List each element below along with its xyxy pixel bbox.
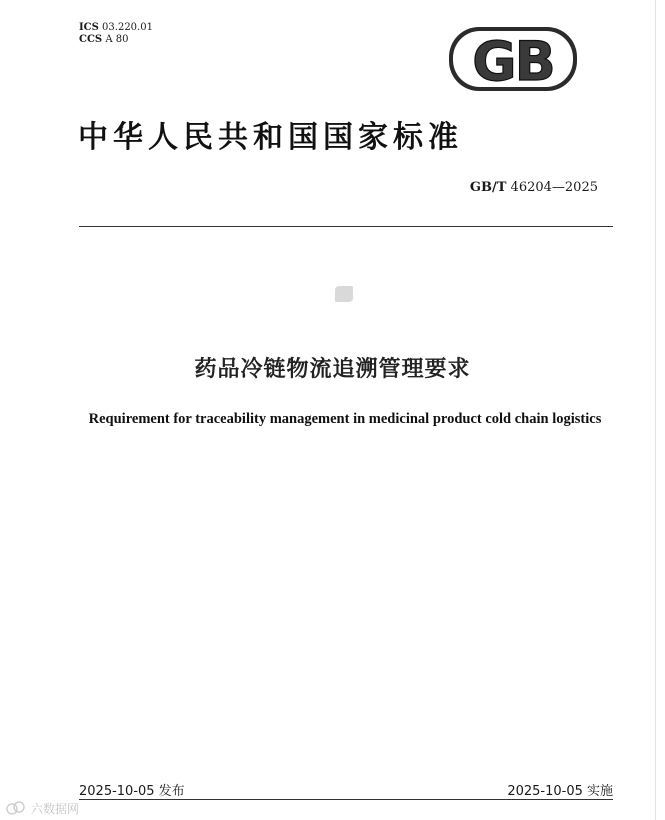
ccs-line	[79, 34, 153, 46]
ics-label: ICS	[79, 22, 99, 33]
gb-logo	[448, 26, 578, 92]
english-title: Requirement for traceability management in medicinal product cold chain logistics	[88, 411, 602, 427]
ics-line	[79, 22, 153, 34]
implementation-date: 2025-10-05 实施	[507, 784, 613, 799]
national-standard-title: 中华人民共和国国家标准	[78, 120, 463, 155]
standard-code-prefix: GB/T	[469, 180, 507, 195]
standard-code-number: 46204—2025	[510, 180, 598, 195]
classification-codes	[79, 22, 153, 46]
header-divider	[79, 226, 613, 227]
issue-date: 2025-10-05 发布	[79, 784, 185, 799]
ccs-code: A 80	[105, 34, 129, 45]
image-placeholder	[335, 286, 353, 302]
ccs-label: CCS	[79, 34, 103, 45]
chinese-title: 药品冷链物流追溯管理要求	[194, 357, 471, 382]
ics-code: 03.220.01	[102, 22, 153, 33]
watermark	[6, 800, 79, 816]
svg-text:GB: GB	[472, 30, 554, 92]
footer-divider	[79, 799, 613, 800]
cloud-logo-icon	[6, 801, 28, 815]
watermark-text: 六数据网	[31, 801, 80, 816]
standard-number	[470, 180, 598, 195]
